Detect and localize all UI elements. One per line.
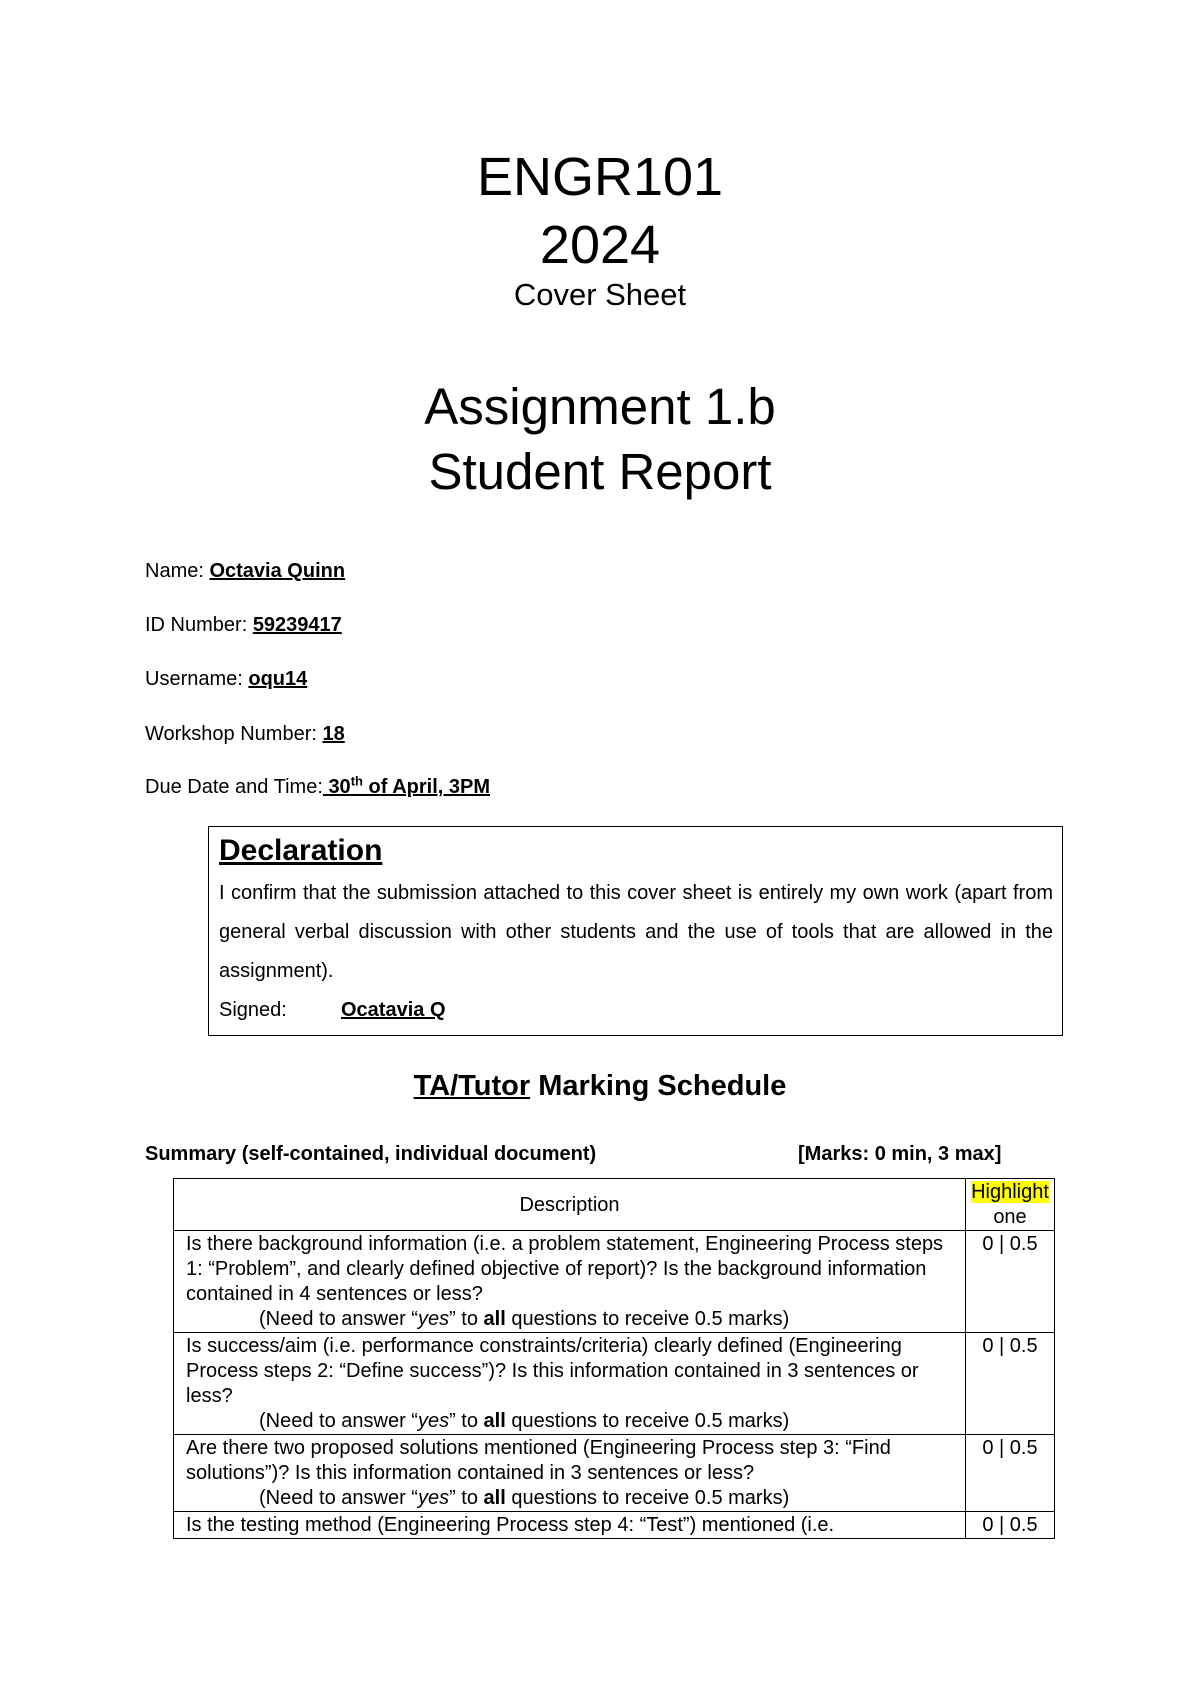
row-description-text: Are there two proposed solutions mentioned (Engineering Process step 3: “Find solutions”)? Is this information contained in 3 sentences or less? [186,1437,891,1484]
due-date-rest: of April, 3PM [368,776,491,798]
assignment-title: Assignment 1.b [424,378,776,435]
note-pre: (Need to answer “ [259,1410,418,1432]
row-description: Is the testing method (Engineering Process step 4: “Test”) mentioned (i.e. [174,1512,966,1539]
note-mid: ” to [449,1410,484,1432]
row-description-text: Is success/aim (i.e. performance constraints/criteria) clearly defined (Engineering Process steps 2: “Define success”)? Is this information contained in 3 sentences or less? [186,1335,919,1407]
username-value: oqu14 [248,668,308,690]
name-field [145,558,345,584]
report-title: Student Report [428,443,772,500]
row-description-text: Is there background information (i.e. a problem statement, Engineering Process steps 1: “Problem”, and clearly defined objective of report)? Is the background information contained in 4 sentences or less? [186,1233,944,1305]
table-header-row [174,1179,1055,1231]
workshop-number-field [145,721,345,747]
row-note [186,1307,953,1332]
name-value: Octavia Quinn [209,560,346,582]
due-day-suffix: th [350,773,363,789]
summary-heading: Summary (self-contained, individual document) [145,1143,597,1165]
row-note [186,1486,953,1511]
row-description [174,1333,966,1435]
marking-table [173,1178,1055,1539]
declaration-box [208,826,1063,1036]
marking-title-rest: Marking Schedule [538,1070,787,1102]
signed-label: Signed: [219,999,287,1021]
row-mark[interactable]: 0 | 0.5 [966,1512,1055,1539]
workshop-number-value: 18 [322,723,345,745]
note-pre: (Need to answer “ [259,1487,418,1509]
note-yes: yes [417,1308,450,1330]
username-field [145,666,307,692]
row-mark[interactable]: 0 | 0.5 [966,1231,1055,1333]
due-day: 30 [328,776,351,798]
name-label: Name: [145,560,204,582]
header-one: one [993,1206,1027,1228]
header-description: Description [174,1179,966,1231]
signature-value: Ocatavia Q [341,999,446,1021]
row-mark[interactable]: 0 | 0.5 [966,1435,1055,1512]
row-description [174,1231,966,1333]
header-highlight: Highlight [971,1181,1049,1203]
row-mark[interactable]: 0 | 0.5 [966,1333,1055,1435]
table-row [174,1333,1055,1435]
workshop-number-label: Workshop Number: [145,723,317,745]
declaration-signed-row [219,997,1053,1023]
summary-marks: [Marks: 0 min, 3 max] [798,1143,1002,1165]
id-number-field [145,612,342,638]
course-code: ENGR101 [476,147,724,207]
note-post: questions to receive 0.5 marks) [505,1410,790,1432]
header-highlight-one [966,1179,1055,1231]
note-post: questions to receive 0.5 marks) [505,1308,790,1330]
note-yes: yes [417,1410,450,1432]
due-date-label: Due Date and Time: [145,776,323,798]
marking-schedule-title [0,1068,1200,1104]
due-date-field [145,774,490,800]
username-label: Username: [145,668,243,690]
course-year: 2024 [539,215,661,275]
note-all: all [483,1410,506,1432]
note-yes: yes [417,1487,450,1509]
note-post: questions to receive 0.5 marks) [505,1487,790,1509]
row-note [186,1409,953,1434]
note-pre: (Need to answer “ [259,1308,418,1330]
marking-title-underlined: TA/Tutor [413,1070,531,1102]
id-number-value: 59239417 [252,614,342,636]
note-mid: ” to [449,1308,484,1330]
cover-sheet-subtitle: Cover Sheet [513,277,687,312]
note-mid: ” to [449,1487,484,1509]
note-all: all [483,1308,506,1330]
table-row [174,1512,1055,1539]
table-row [174,1435,1055,1512]
due-date-value [323,773,491,798]
table-row [174,1231,1055,1333]
declaration-title: Declaration [219,834,383,867]
note-all: all [483,1487,506,1509]
row-description [174,1435,966,1512]
declaration-text: I confirm that the submission attached to this cover sheet is entirely my own work (apart from general verbal discussion with other students and the use of tools that are allowed in the assignment). [219,882,1053,982]
id-number-label: ID Number: [145,614,248,636]
